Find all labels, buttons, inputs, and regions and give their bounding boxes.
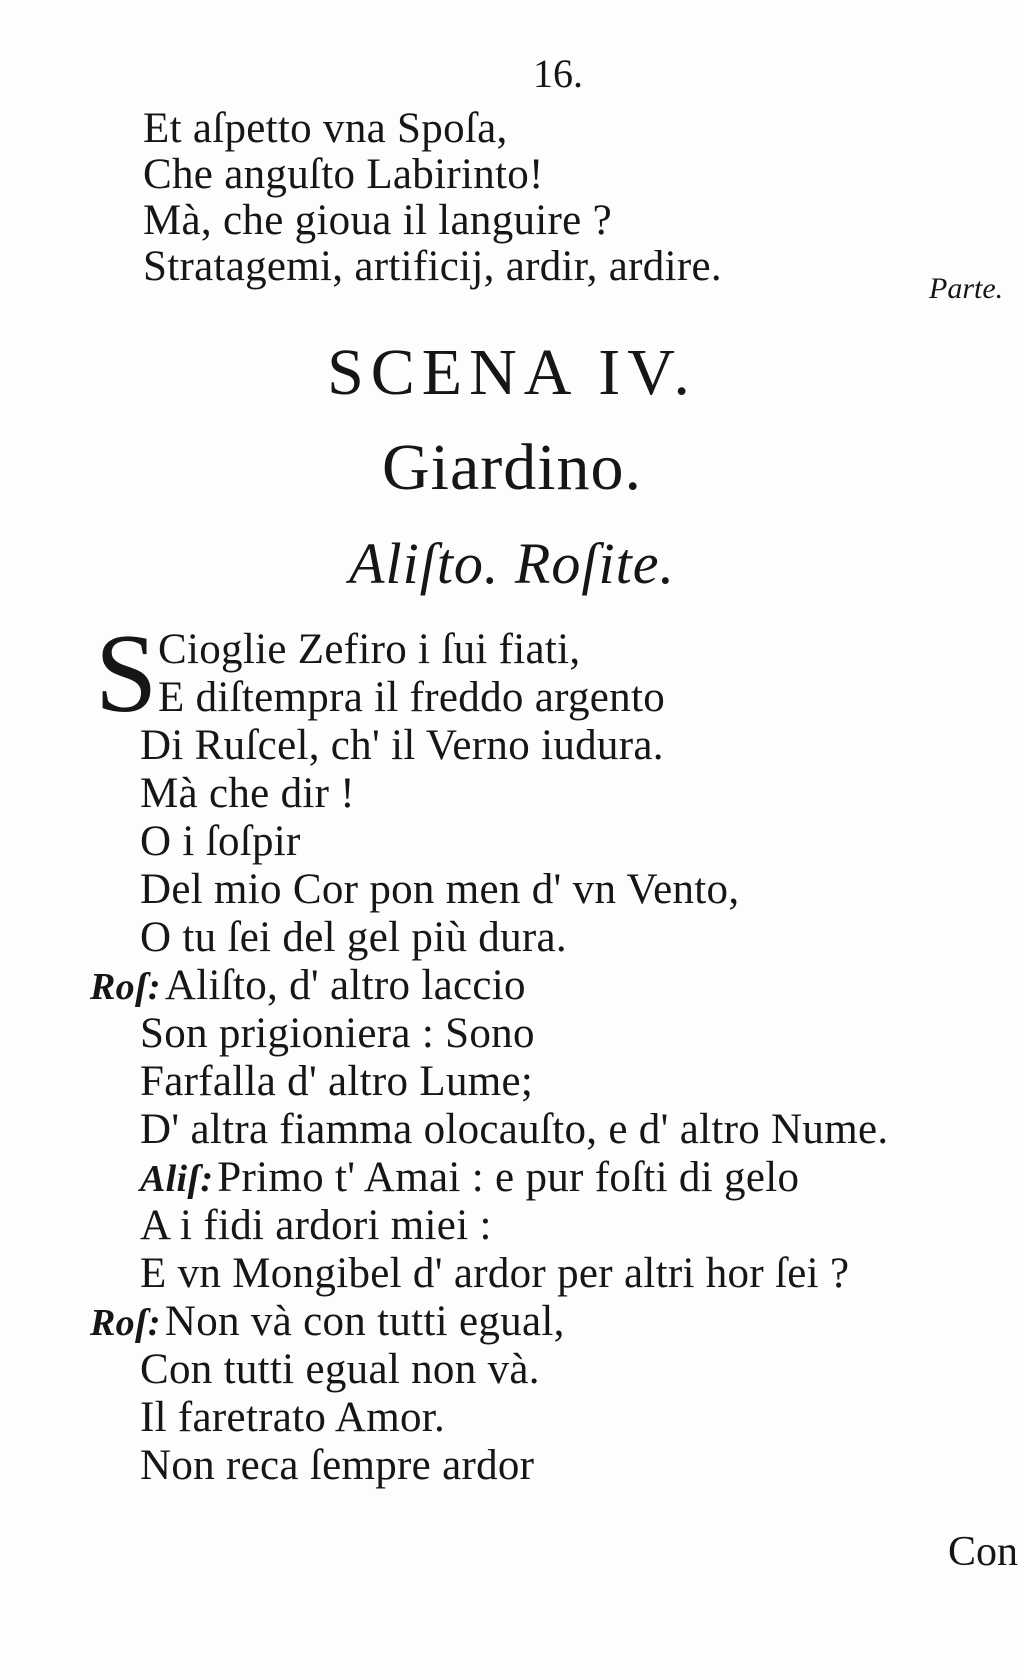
scene-characters: Aliſto. Roſite. (349, 531, 675, 596)
verse-line (90, 1299, 565, 1346)
drop-cap: S (95, 612, 158, 736)
verse-line: O i ſoſpir (140, 818, 301, 865)
verse-line: E vn Mongibel d' ardor per altri hor ſei ? (140, 1250, 850, 1297)
verse-line (140, 1155, 799, 1202)
verse-line: Il faretrato Amor. (140, 1394, 446, 1441)
scene-location: Giardino. (381, 431, 643, 504)
verse-text: Aliſto, d' altro laccio (164, 962, 526, 1009)
verse-line: Cioglie Zefiro i ſui fiati, (158, 626, 581, 673)
verse-line: Stratagemi, artificij, ardir, ardire. (143, 243, 722, 290)
verse-line: Che anguſto Labirinto! (143, 151, 544, 198)
verse-line: Farfalla d' altro Lume; (140, 1058, 534, 1105)
page-number: 16. (533, 51, 583, 96)
verse-line: Del mio Cor pon men d' vn Vento, (140, 866, 740, 913)
verse-line: O tu ſei del gel più dura. (140, 914, 567, 961)
verse-line: E diſtempra il freddo argento (158, 674, 666, 721)
margin-stage-direction: Parte. (929, 272, 1004, 305)
speaker-label: Roſ: (90, 1302, 161, 1344)
verse-text: Primo t' Amai : e pur foſti di gelo (217, 1154, 800, 1201)
verse-line: Mà, che gioua il languire ? (143, 197, 612, 244)
verse-line: Con tutti egual non và. (140, 1346, 540, 1393)
verse-line: Di Ruſcel, ch' il Verno iudura. (140, 722, 664, 769)
verse-line: Non reca ſempre ardor (140, 1442, 535, 1489)
verse-text: Non và con tutti egual, (164, 1298, 565, 1345)
speaker-label: Aliſ: (140, 1158, 214, 1200)
verse-line: D' altra fiamma olocauſto, e d' altro Nume. (140, 1106, 889, 1153)
speaker-label: Roſ: (90, 966, 161, 1008)
verse-line: Mà che dir ! (140, 770, 355, 817)
scene-heading: SCENA IV. (327, 336, 697, 409)
verse-line: Et aſpetto vna Spoſa, (143, 105, 508, 152)
verse-line: A i fidi ardori miei : (140, 1202, 492, 1249)
catchword: Con (948, 1529, 1019, 1575)
verse-line: Son prigioniera : Sono (140, 1010, 535, 1057)
verse-line (90, 963, 526, 1010)
